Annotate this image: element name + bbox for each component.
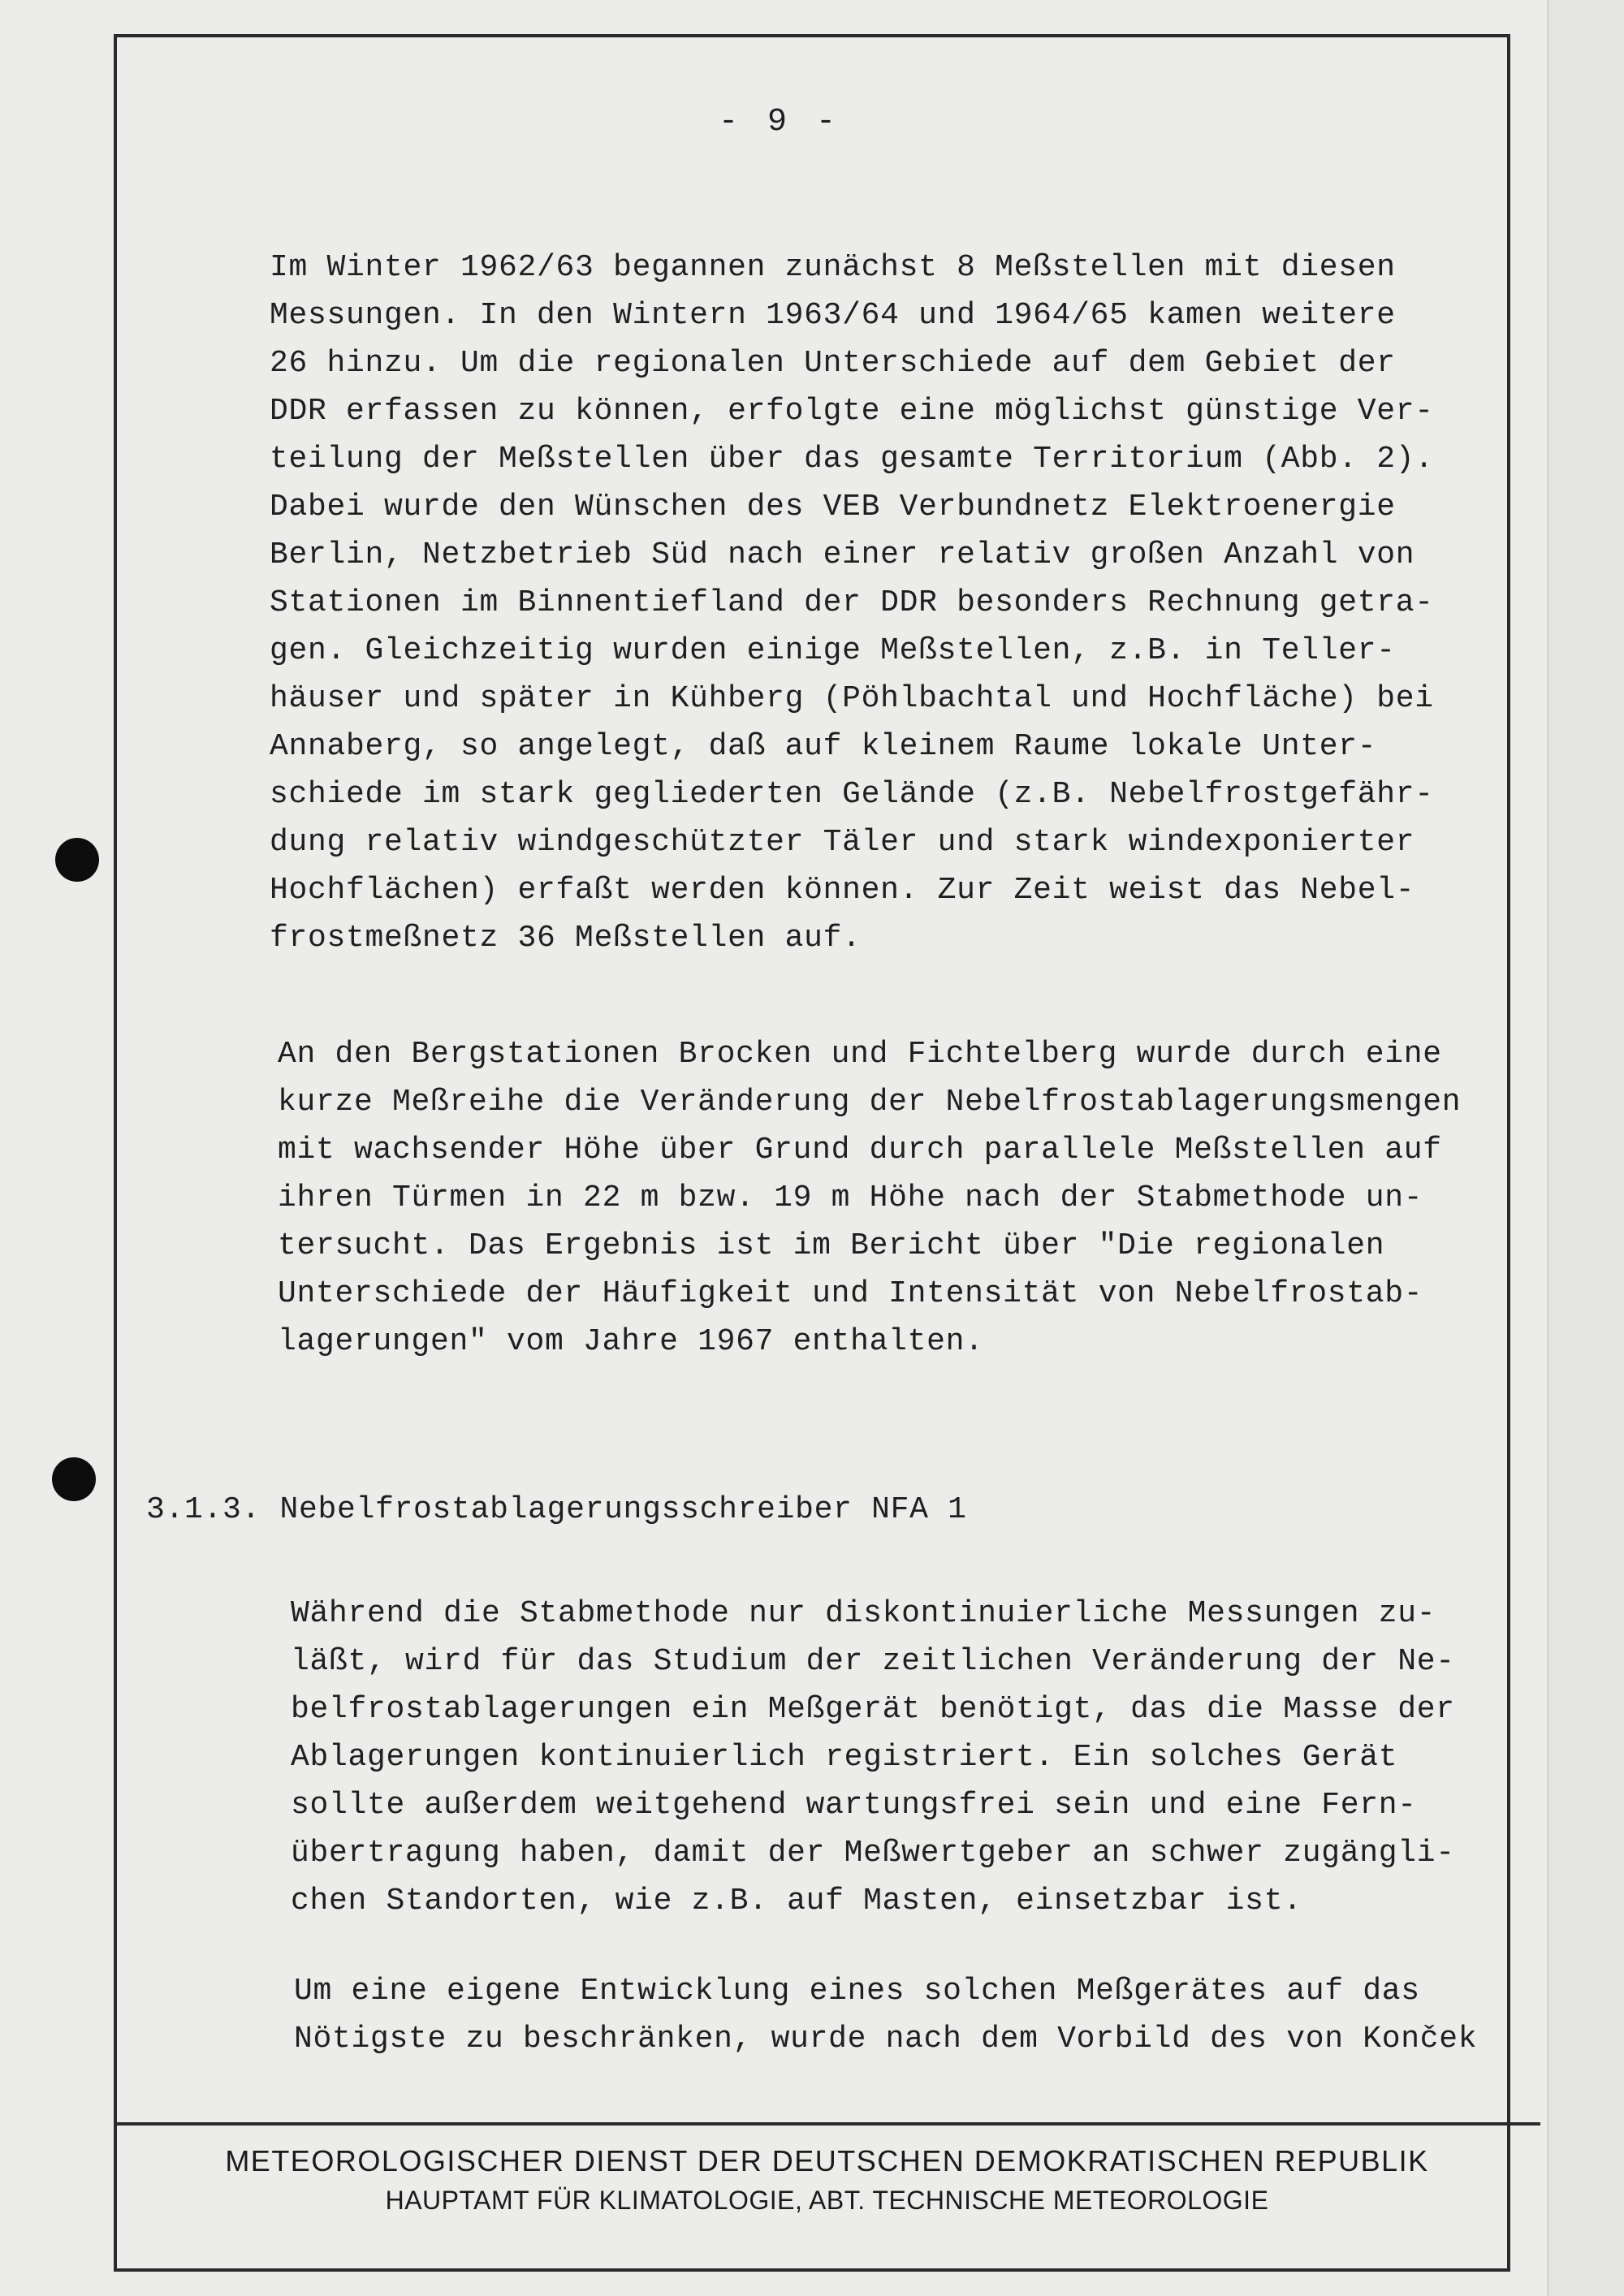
footer-rule: [114, 2122, 1540, 2126]
footer-department: HAUPTAMT FÜR KLIMATOLOGIE, ABT. TECHNISCHE METEOROLOGIE: [385, 2186, 1269, 2215]
section-heading: 3.1.3. Nebelfrostablagerungsschreiber NFA 1: [146, 1492, 967, 1527]
paragraph-development: Um eine eigene Entwicklung eines solchen Meßgerätes auf das Nötigste zu beschränken, wurde nach dem Vorbild des von Konček: [294, 1974, 1478, 2056]
footer-institution: METEOROLOGISCHER DIENST DER DEUTSCHEN DEMOKRATISCHEN REPUBLIK: [225, 2144, 1429, 2177]
punch-hole-lower: [52, 1457, 96, 1501]
letterhead-footer: [114, 2142, 1540, 2220]
paragraph-recorder-requirements: Während die Stabmethode nur diskontinuierliche Messungen zu- läßt, wird für das Studium der zeitlichen Veränderung der Ne- belfrostablagerungen ein Meßgerät benötigt, das die Masse der Ablagerungen kontinuierlich registriert. Ein solches Gerät sollte außerdem weitgehend wartungsfrei sein und eine Fern- übertragung haben, damit der Meßwertgeber an schwer zugängli- chen Standorten, wie z.B. auf Masten, einsetzbar ist.: [291, 1596, 1455, 1918]
page-number: - 9 -: [718, 104, 841, 140]
punch-hole-upper: [55, 838, 99, 882]
paragraph-measurement-network: Im Winter 1962/63 begannen zunächst 8 Meßstellen mit diesen Messungen. In den Wintern 1963/64 und 1964/65 kamen weitere 26 hinzu. Um die regionalen Unterschiede auf dem Gebiet der DDR erfassen zu können, erfolgte eine möglichst günstige Ver- teilung der Meßstellen über das gesamte Territorium (Abb. 2). Dabei wurde den Wünschen des VEB Verbundnetz Elektroenergie Berlin, Netzbetrieb Süd nach einer relativ großen Anzahl von Stationen im Binnentiefland der DDR besonders Rechnung getra- gen. Gleichzeitig wurden einige Meßstellen, z.B. in Teller- häuser und später in Kühberg (Pöhlbachtal und Hochfläche) bei Annaberg, so angelegt, daß auf kleinem Raume lokale Unter- schiede im stark gegliederten Gelände (z.B. Nebelfrostgefähr- dung relativ windgeschützter Täler und stark windexponierter Hochflächen) erfaßt werden können. Zur Zeit weist das Nebel- frostmeßnetz 36 Meßstellen auf.: [270, 250, 1434, 956]
page-edge: [1547, 0, 1624, 2296]
paragraph-mountain-stations: An den Bergstationen Brocken und Fichtelberg wurde durch eine kurze Meßreihe die Veränderung der Nebelfrostablagerungsmengen mit wachsender Höhe über Grund durch parallele Meßstellen auf ihren Türmen in 22 m bzw. 19 m Höhe nach der Stabmethode un- tersucht. Das Ergebnis ist im Bericht über "Die regionalen Unterschiede der Häufigkeit und Intensität von Nebelfrostab- lagerungen" vom Jahre 1967 enthalten.: [278, 1037, 1462, 1359]
